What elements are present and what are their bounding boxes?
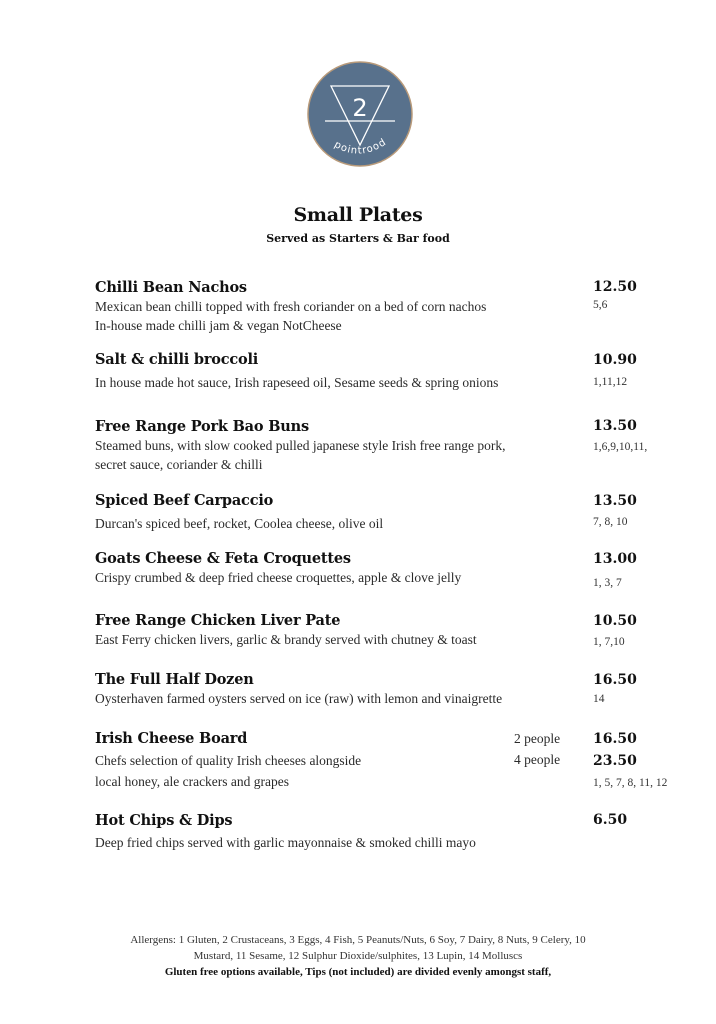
item-desc: Durcan's spiced beef, rocket, Coolea cheese, olive oil	[95, 516, 384, 531]
menu-item	[95, 812, 675, 852]
item-desc: East Ferry chicken livers, garlic & brandy served with chutney & toast	[95, 632, 477, 647]
item-desc: Steamed buns, with slow cooked pulled japanese style Irish free range pork,	[95, 438, 506, 453]
item-allergens: 1,11,12	[593, 376, 628, 388]
item-desc: In house made hot sauce, Irish rapeseed oil, Sesame seeds & spring onions	[95, 375, 499, 390]
item-price: 16.50	[593, 672, 637, 688]
item-desc: Crispy crumbed & deep fried cheese croquettes, apple & clove jelly	[95, 570, 462, 585]
allergen-legend-line2: Mustard, 11 Sesame, 12 Sulphur Dioxide/sulphites, 13 Lupin, 14 Molluscs	[193, 950, 523, 962]
serving-size-2: 2 people	[514, 731, 561, 746]
item-allergens: 1, 3, 7	[593, 577, 622, 589]
item-name: Free Range Pork Bao Buns	[95, 418, 309, 435]
item-price: 10.90	[593, 352, 637, 368]
item-allergens: 5,6	[593, 299, 608, 311]
item-name: The Full Half Dozen	[95, 671, 254, 688]
item-name: Hot Chips & Dips	[95, 812, 233, 829]
item-price: 13.50	[593, 493, 637, 509]
item-desc: Mexican bean chilli topped with fresh coriander on a bed of corn nachos	[95, 299, 487, 314]
item-allergens: 1, 5, 7, 8, 11, 12	[593, 777, 668, 789]
allergen-legend-line1: Allergens: 1 Gluten, 2 Crustaceans, 3 Eggs, 4 Fish, 5 Peanuts/Nuts, 6 Soy, 7 Dairy, 8 Nuts, 9 Celery, 10	[130, 934, 586, 946]
item-allergens: 14	[593, 693, 605, 705]
item-price: 13.00	[593, 551, 637, 567]
item-name: Salt & chilli broccoli	[95, 351, 259, 368]
gluten-tips-note: Gluten free options available, Tips (not included) are divided evenly amongst staff,	[164, 966, 552, 978]
svg-text:pointrood: pointrood	[332, 136, 389, 157]
item-price: 10.50	[593, 613, 637, 629]
menu-item	[95, 612, 675, 649]
serving-size-4: 4 people	[514, 752, 561, 767]
item-desc: Oysterhaven farmed oysters served on ice (raw) with lemon and vinaigrette	[95, 691, 503, 706]
item-name: Goats Cheese & Feta Croquettes	[95, 550, 351, 567]
item-allergens: 7, 8, 10	[593, 516, 628, 528]
item-price: 6.50	[593, 812, 628, 828]
item-price: 12.50	[593, 279, 637, 295]
svg-text:2: 2	[352, 94, 368, 122]
item-desc: Deep fried chips served with garlic mayonnaise & smoked chilli mayo	[95, 835, 476, 850]
menu-item	[95, 351, 675, 392]
pointrood-logo	[307, 61, 413, 167]
menu-item	[95, 492, 675, 533]
menu-item	[95, 279, 675, 335]
allergen-legend	[0, 932, 716, 980]
item-price: 16.50	[593, 731, 637, 747]
menu-item	[95, 730, 675, 791]
menu-item	[95, 418, 675, 474]
item-desc: Chefs selection of quality Irish cheeses alongside	[95, 753, 362, 768]
section-subtitle: Served as Starters & Bar food	[266, 232, 450, 245]
menu-item	[95, 671, 675, 708]
item-desc: secret sauce, coriander & chilli	[95, 457, 263, 472]
item-price-large: 23.50	[593, 753, 637, 769]
item-name: Spiced Beef Carpaccio	[95, 492, 274, 509]
section-title: Small Plates	[293, 204, 423, 226]
item-name: Irish Cheese Board	[95, 730, 248, 747]
item-price: 13.50	[593, 418, 637, 434]
item-name: Chilli Bean Nachos	[95, 279, 247, 296]
item-name: Free Range Chicken Liver Pate	[95, 612, 341, 629]
menu-item	[95, 550, 675, 587]
item-allergens: 1,6,9,10,11,	[593, 441, 648, 453]
item-desc: local honey, ale crackers and grapes	[95, 774, 290, 789]
item-desc: In-house made chilli jam & vegan NotCheese	[95, 318, 342, 333]
item-allergens: 1, 7,10	[593, 636, 625, 648]
